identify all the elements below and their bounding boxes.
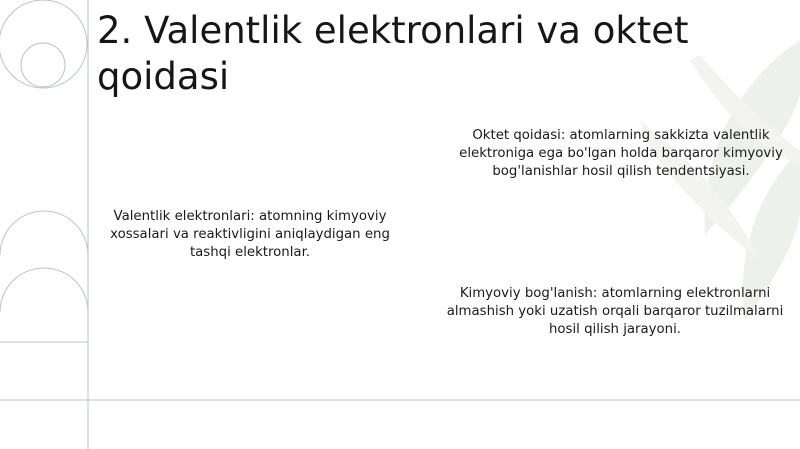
small-circle-outline (21, 43, 65, 87)
valentlik-text-block: Valentlik elektronlari: atomning kimyoviy xossalari va reaktivligini aniqlaydigan eng tashqi elektronlar. (110, 209, 390, 260)
slide-title: 2. Valentlik elektronlari va oktet qoidasi (97, 9, 689, 98)
lower-arch-outline (0, 268, 88, 312)
oktet-text-block: Oktet qoidasi: atomlarning sakkizta valentlik elektroniga ega bo'lgan holda barqaror kimyoviy bog'lanishlar hosil qilish tendentsiyasi. (459, 128, 783, 179)
upper-arch-outline (0, 211, 88, 342)
large-circle-outline (0, 0, 87, 88)
bog-text-block: Kimyoviy bog'lanish: atomlarning elektronlarni almashish yoki uzatish orqali barqaror tuzilmalarni hosil qilish jarayoni. (446, 286, 784, 337)
